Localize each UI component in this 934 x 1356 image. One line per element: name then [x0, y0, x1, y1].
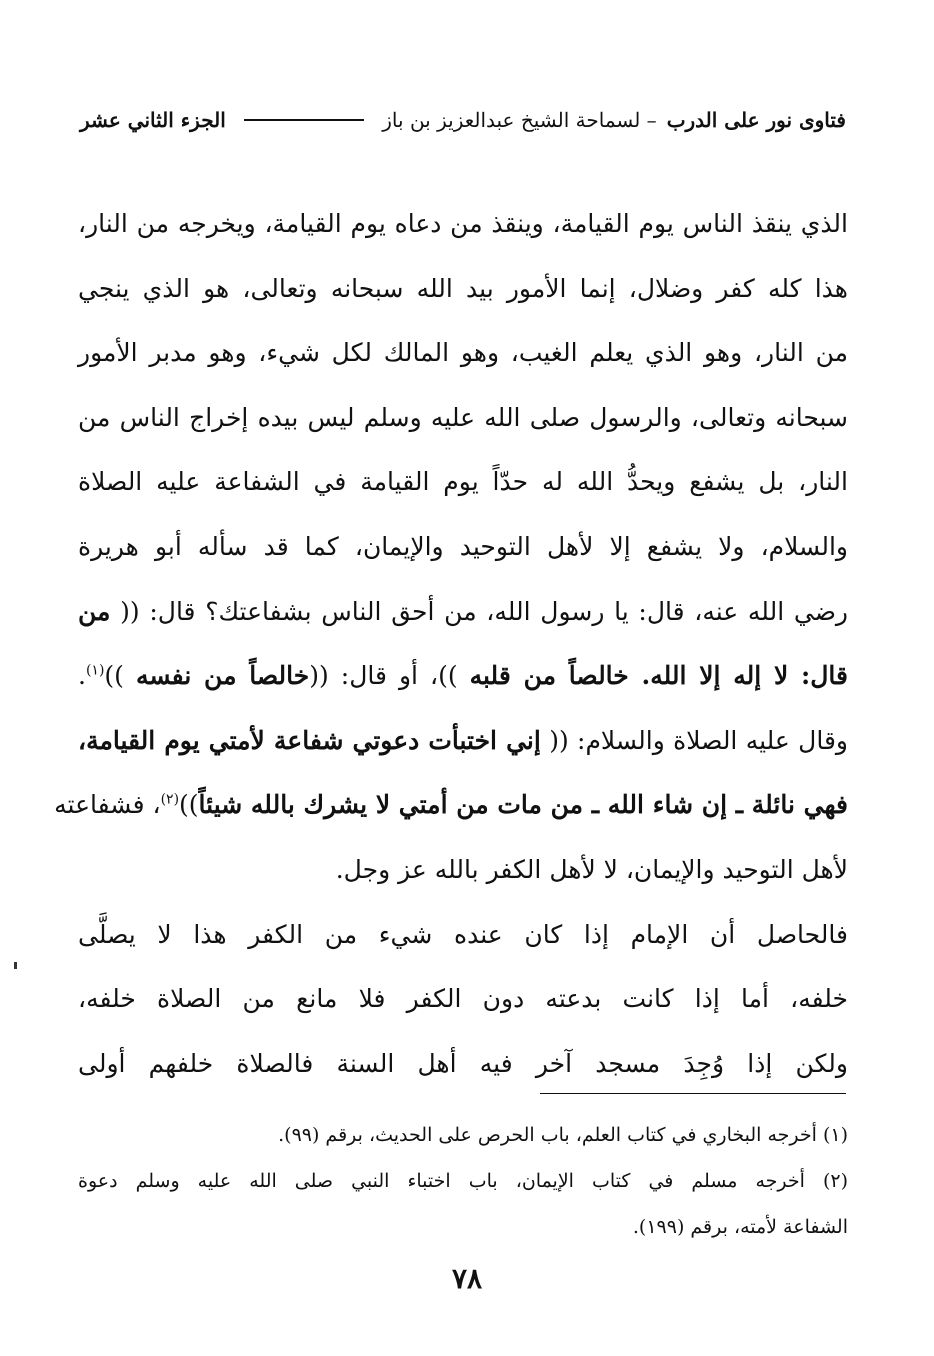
text-line	[78, 709, 848, 774]
footnotes	[78, 1112, 848, 1250]
hadith-text: من	[78, 596, 111, 626]
body-text	[54, 192, 848, 1096]
running-header	[80, 100, 846, 140]
margin-mark	[14, 962, 17, 969]
hadith-text: خالصاً من نفسه	[135, 661, 310, 691]
text-line: ولكن إذا وُجِدَ مسجد آخر فيه أهل السنة فالصلاة خلفهم أولى	[78, 1048, 848, 1078]
text-segment: ، فشفاعته	[54, 790, 161, 820]
text-segment: .	[78, 661, 86, 691]
hadith-text: فهي نائلة ـ إن شاء الله ـ من مات من أمتي لا يشرك بالله شيئاً	[198, 790, 848, 820]
text-segment: ))	[104, 661, 124, 691]
book-title: فتاوى نور على الدرب	[666, 108, 846, 132]
text-line: فالحاصل أن الإمام إذا كان عنده شيء من الكفر هذا لا يصلَّى	[78, 919, 848, 949]
text-segment: رضي الله عنه، قال: يا رسول الله، من أحق الناس بشفاعتك؟ قال: ((	[120, 596, 848, 626]
text-line: سبحانه وتعالى، والرسول صلى الله عليه وسلم ليس بيده إخراج الناس من	[78, 402, 848, 432]
text-line: هذا كله كفر وضلال، إنما الأمور بيد الله سبحانه وتعالى، هو الذي ينجي	[78, 273, 848, 303]
text-segment: ))	[179, 790, 199, 820]
header-title	[382, 108, 846, 132]
text-segment: وقال عليه الصلاة والسلام: ((	[549, 725, 848, 755]
text-segment: ))، أو قال: ((	[309, 661, 458, 691]
header-rule	[244, 119, 364, 121]
footnote-2: (٢) أخرجه مسلم في كتاب الإيمان، باب اختباء النبي صلى الله عليه وسلم دعوة	[78, 1170, 848, 1192]
footnote-ref: (١)	[85, 662, 105, 679]
footnote-divider	[540, 1093, 846, 1094]
text-line: والسلام، ولا يشفع إلا لأهل التوحيد والإيمان، كما قد سأله أبو هريرة	[78, 531, 848, 561]
text-line	[78, 644, 848, 709]
footnote-1: (١) أخرجه البخاري في كتاب العلم، باب الحرص على الحديث، برقم (٩٩).	[278, 1124, 848, 1146]
text-line	[78, 580, 848, 645]
text-line	[54, 773, 848, 838]
text-line: من النار، وهو الذي يعلم الغيب، وهو المالك لكل شيء، وهو مدبر الأمور	[78, 338, 848, 368]
hadith-text: إني اختبأت دعوتي شفاعة لأمتي يوم القيامة،	[78, 725, 541, 755]
text-line: النار، بل يشفع ويحدُّ الله له حدّاً يوم القيامة في الشفاعة عليه الصلاة	[78, 467, 848, 497]
author-line: – لسماحة الشيخ عبدالعزيز بن باز	[382, 108, 657, 132]
footnote-ref: (٢)	[160, 792, 180, 809]
text-line: خلفه، أما إذا كانت بدعته دون الكفر فلا مانع من الصلاة خلفه،	[78, 984, 848, 1014]
volume-part: الجزء الثاني عشر	[80, 108, 226, 132]
page-number: ٧٨	[451, 1262, 483, 1295]
hadith-text: قال: لا إله إلا الله. خالصاً من قلبه	[469, 661, 848, 691]
footnote-2-continued: الشفاعة لأمته، برقم (١٩٩).	[632, 1216, 848, 1238]
text-line: لأهل التوحيد والإيمان، لا لأهل الكفر بالله عز وجل.	[335, 854, 848, 884]
text-line: الذي ينقذ الناس يوم القيامة، وينقذ من دعاه يوم القيامة، ويخرجه من النار،	[78, 209, 848, 238]
